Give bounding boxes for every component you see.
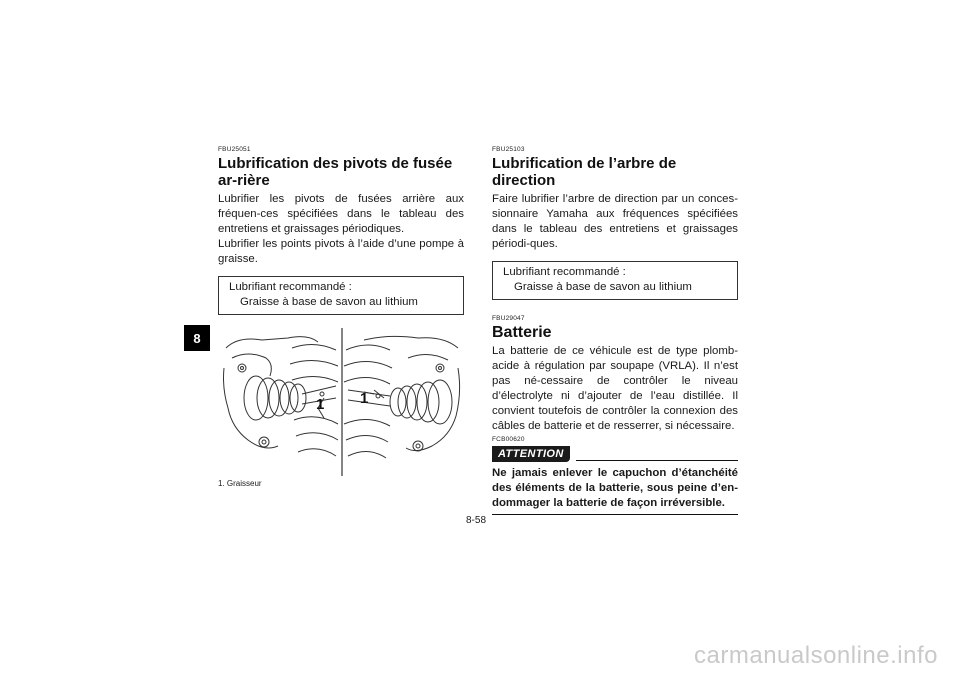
caution-text: Ne jamais enlever le capuchon d’étanchéité des éléments de la batterie, sous peine d’en-dommager la batterie de façon irréversible. [492, 467, 738, 509]
paragraph: Faire lubrifier l’arbre de direction par un conces-sionnaire Yamaha aux fréquences spécifiées dans le tableau des entretiens et graissages périodi-ques. [492, 193, 738, 250]
paragraph-battery: La batterie de ce véhicule est de type plomb-acide à régulation par soupape (VRLA). Il n’est pas né-cessaire de contrôler le niveau d’électrolyte ni d’ajouter de l’eau distillée. Il convient toutefois de contrôler la connexion des câbles de batterie et de resserrer, si nécessaire. [492, 345, 738, 432]
caution-end-rule [492, 514, 738, 515]
paragraph-1: Lubrifier les pivots de fusées arrière aux fréquen-ces spécifiées dans le tableau des entretiens et graissages périodiques. [218, 193, 464, 235]
lubricant-value: Graisse à base de savon au lithium [514, 281, 692, 293]
section-title: Lubrification des pivots de fusée ar-rière [218, 155, 453, 189]
caution-header [492, 446, 738, 462]
lubricant-box [492, 261, 738, 300]
paragraph-2: Lubrifier les points pivots à l’aide d’une pompe à graisse. [218, 238, 464, 265]
watermark: carmanualsonline.info [694, 642, 938, 669]
right-column [492, 146, 738, 515]
caution-code: FCB00620 [492, 436, 525, 443]
lubricant-box [218, 276, 464, 315]
callout-grease-nipple-left: 1 [316, 396, 325, 413]
caution-rule [576, 460, 738, 461]
lubricant-value: Graisse à base de savon au lithium [240, 296, 418, 308]
page-number: 8-58 [466, 515, 487, 526]
caution-badge: ATTENTION [492, 446, 570, 462]
callout-grease-nipple-right: 1 [360, 390, 369, 407]
chapter-tab: 8 [184, 325, 210, 351]
section-title-battery: Batterie [492, 324, 552, 341]
section-code: FBU25103 [492, 146, 525, 153]
lubricant-label: Lubrifiant recommandé : [503, 266, 626, 278]
section-code: FBU25051 [218, 146, 251, 153]
lubricant-label: Lubrifiant recommandé : [229, 281, 352, 293]
left-column [218, 146, 464, 488]
suspension-drawing [218, 328, 464, 476]
knuckle-pivot-illustration [218, 328, 464, 476]
section-title: Lubrification de l’arbre de direction [492, 155, 677, 189]
figure-caption: 1. Graisseur [218, 479, 262, 488]
section-code: FBU29047 [492, 315, 525, 322]
